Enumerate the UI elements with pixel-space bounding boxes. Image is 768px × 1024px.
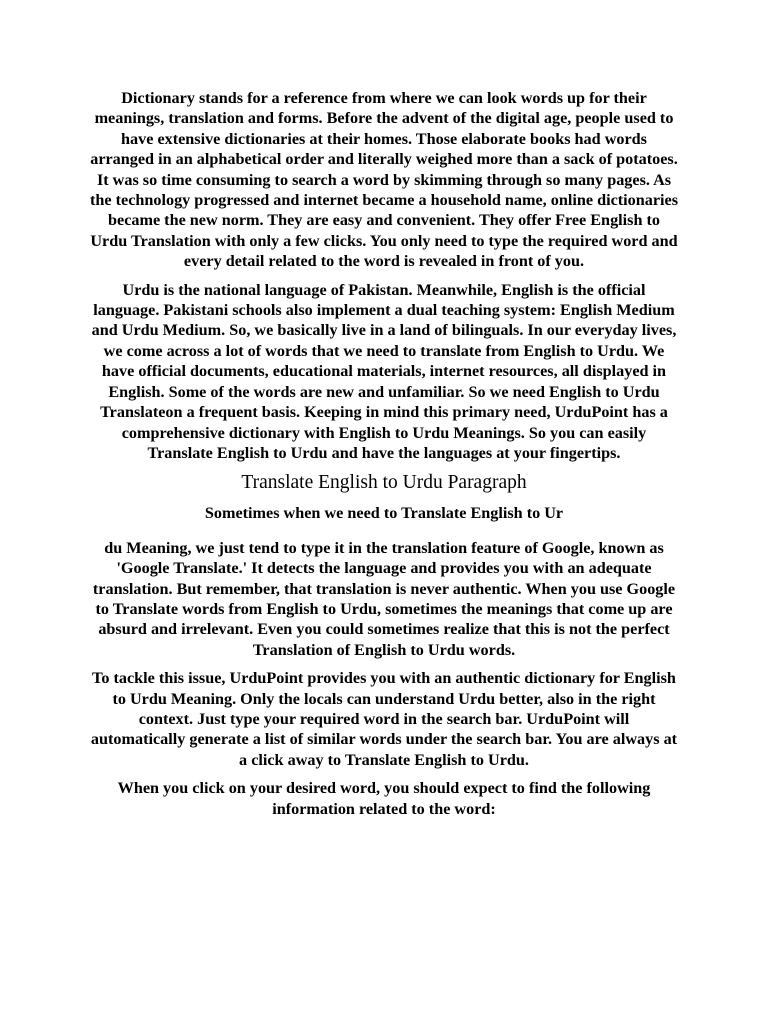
intro-paragraph-dictionary: Dictionary stands for a reference from where we can look words up for their meanings, translation and forms. Before the advent of the digital age, people used to have extensive dictionaries at their homes. Those elaborate books had words arranged in an alphabetical order and literally weighed more than a sack of potatoes. It was so time consuming to search a word by skimming through so many pages. As the technology progressed and internet became a household name, online dictionaries became the new norm. They are easy and convenient. They offer Free English to Urdu Translation with only a few clicks. You only need to type the required word and every detail related to the word is revealed in front of you.: [90, 89, 678, 271]
document-page: [90, 88, 678, 827]
section-subheading: Sometimes when we need to Translate English to Ur: [204, 504, 564, 523]
paragraph-urdupoint-dictionary: To tackle this issue, UrduPoint provides you with an authentic dictionary for English to Urdu Meaning. Only the locals can understand Urdu better, also in the right context. Just type your required word in the search bar. UrduPoint will automatically generate a list of similar words under the search bar. You are always at a click away to Translate English to Urdu.: [90, 669, 678, 769]
section-heading: Translate English to Urdu Paragraph: [241, 472, 527, 494]
intro-paragraph-urdu-language: Urdu is the national language of Pakistan. Meanwhile, English is the official language. Pakistani schools also implement a dual teaching system: English Medium and Urdu Medium. So, we basically live in a land of bilinguals. In our everyday lives, we come across a lot of words that we need to translate from English to Urdu. We have official documents, educational materials, internet resources, all displayed in English. Some of the words are new and unfamiliar. So we need English to Urdu Translateon a frequent basis. Keeping in mind this primary need, UrduPoint has a comprehensive dictionary with English to Urdu Meanings. So you can easily Translate English to Urdu and have the languages at your fingertips.: [91, 280, 677, 462]
paragraph-google-translate: du Meaning, we just tend to type it in the translation feature of Google, known as 'Google Translate.' It detects the language and provides you with an adequate translation. But remember, that translation is never authentic. When you use Google to Translate words from English to Urdu, sometimes the meanings that come up are absurd and irrelevant. Even you could sometimes realize that this is not the perfect Translation of English to Urdu words.: [92, 538, 676, 659]
paragraph-word-information: When you click on your desired word, you should expect to find the following information related to the word:: [117, 779, 651, 818]
